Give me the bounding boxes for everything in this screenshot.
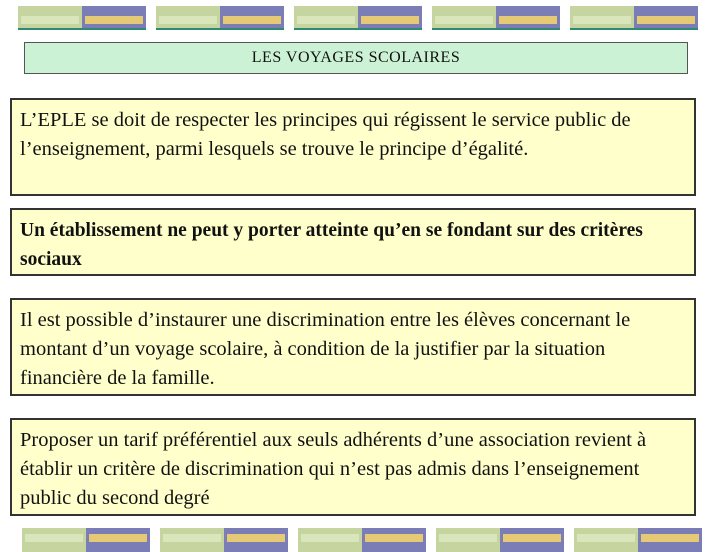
page-title: LES VOYAGES SCOLAIRES (24, 42, 688, 74)
decorative-block (22, 528, 150, 552)
decorative-block (156, 6, 284, 30)
decorative-block (574, 528, 702, 552)
text-box-social-criteria: Un établissement ne peut y porter atteinte qu’en se fondant sur des critères sociaux (10, 208, 696, 276)
top-decorative-band (0, 6, 720, 30)
text-box-discrimination-allowed: Il est possible d’instaurer une discrimination entre les élèves concernant le montant d’un voyage scolaire, à condition de la justifier par la situation financière de la famille. (10, 298, 696, 396)
decorative-block (294, 6, 422, 30)
decorative-block (160, 528, 288, 552)
text-box-principle-equality: L’EPLE se doit de respecter les principes qui régissent le service public de l’enseignement, parmi lesquels se trouve le principe d’égalité. (10, 98, 696, 196)
text-box-association-tariff: Proposer un tarif préférentiel aux seuls adhérents d’une association revient à établir un critère de discrimination qui n’est pas admis dans l’enseignement public du second degré (10, 418, 696, 516)
decorative-block (436, 528, 564, 552)
decorative-block (18, 6, 146, 30)
decorative-block (298, 528, 426, 552)
decorative-block (570, 6, 698, 30)
bottom-decorative-band (0, 528, 720, 552)
decorative-block (432, 6, 560, 30)
